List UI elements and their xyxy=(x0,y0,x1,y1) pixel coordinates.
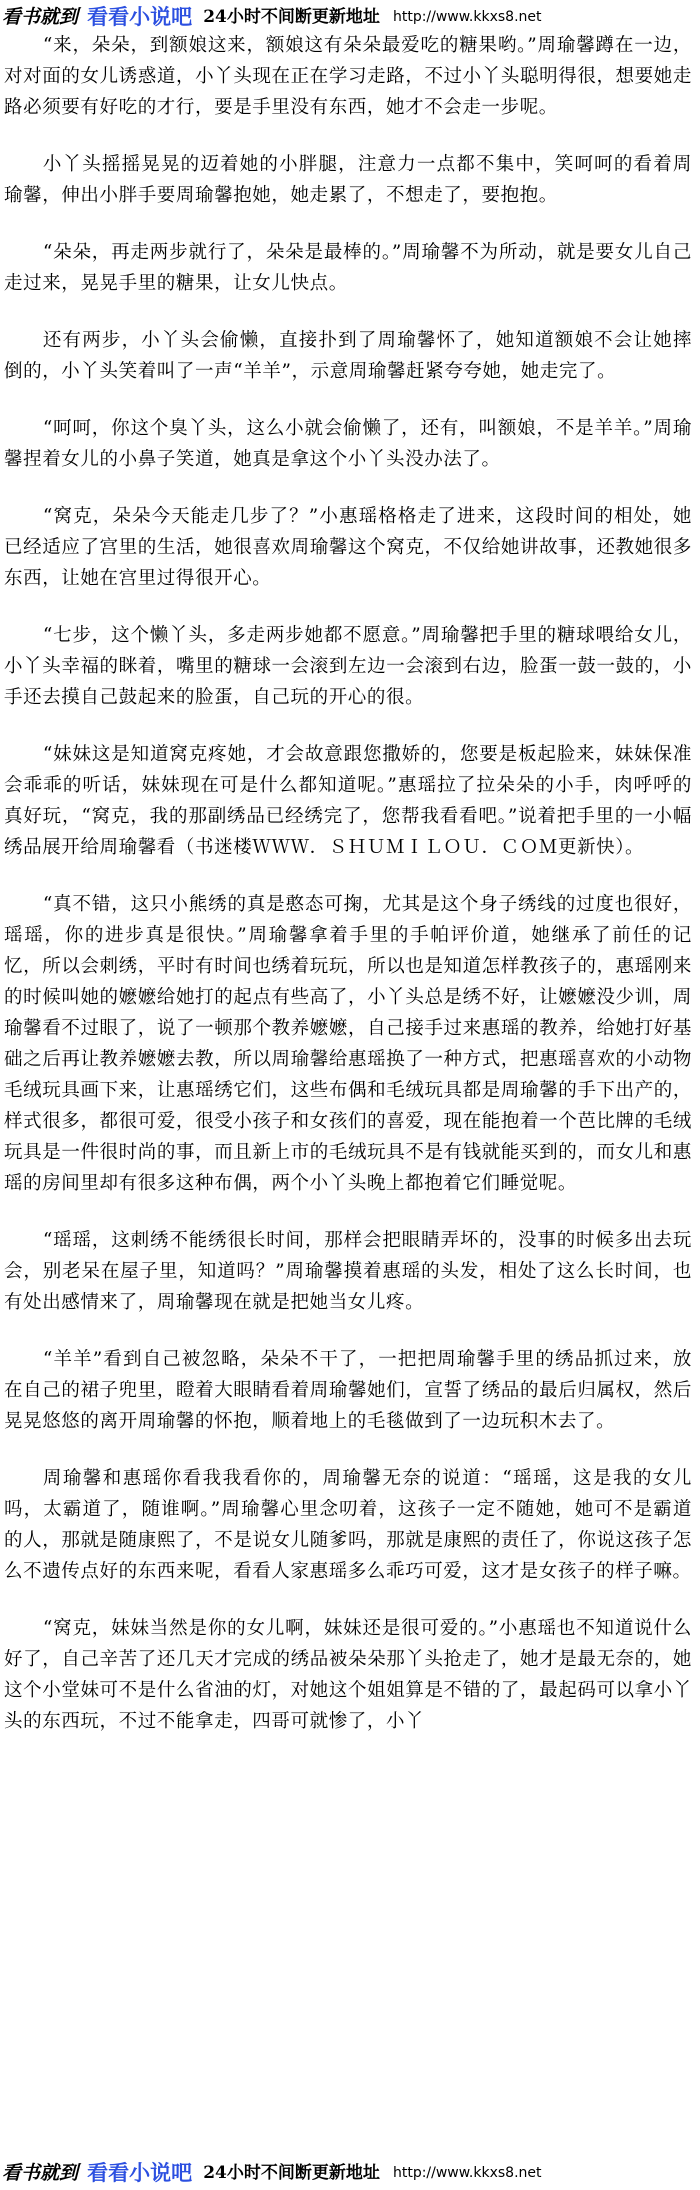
paragraph: 周瑜馨和惠瑶你看我我看你的，周瑜馨无奈的说道：“瑶瑶，这是我的女儿吗，太霸道了，随谁啊。”周瑜馨心里念叨着，这孩子一定不随她，她可不是霸道的人，那就是随康熙了，不是说女儿随爹吗，那就是康熙的责任了，你说这孩子怎么不遗传点好的东西来呢，看看人家惠瑶多么乖巧可爱，这才是女孩子的样子嘛。 xyxy=(4,1468,692,1582)
banner-prefix: 看书就到 xyxy=(2,2162,79,2184)
banner-tagline: 24小时不间断更新地址 xyxy=(203,7,380,27)
footer-banner xyxy=(0,2156,700,2190)
paragraph: “朵朵，再走两步就行了，朵朵是最棒的。”周瑜馨不为所动，就是要女儿自己走过来，晃晃手里的糖果，让女儿快点。 xyxy=(4,242,692,294)
banner-url-link[interactable]: http://www.kkxs8.net xyxy=(392,9,542,25)
paragraph: “窝克，朵朵今天能走几步了？”小惠瑶格格走了进来，这段时间的相处，她已经适应了宫里的生活，她很喜欢周瑜馨这个窝克，不仅给她讲故事，还教她很多东西，让她在宫里过得很开心。 xyxy=(4,506,692,589)
paragraph: “七步，这个懒丫头，多走两步她都不愿意。”周瑜馨把手里的糖球喂给女儿，小丫头幸福的眯着，嘴里的糖球一会滚到左边一会滚到右边，脸蛋一鼓一鼓的，小手还去摸自己鼓起来的脸蛋，自己玩的开心的很。 xyxy=(4,625,692,708)
header-banner xyxy=(0,0,700,34)
paragraph: “呵呵，你这个臭丫头，这么小就会偷懒了，还有，叫额娘，不是羊羊。”周瑜馨捏着女儿的小鼻子笑道，她真是拿这个小丫头没办法了。 xyxy=(4,418,692,470)
paragraph: “瑶瑶，这刺绣不能绣很长时间，那样会把眼睛弄坏的，没事的时候多出去玩会，别老呆在屋子里，知道吗？”周瑜馨摸着惠瑶的头发，相处了这么长时间，也有处出感情来了，周瑜馨现在就是把她当女儿疼。 xyxy=(4,1230,692,1313)
banner-tagline: 24小时不间断更新地址 xyxy=(203,2163,380,2183)
article-body xyxy=(4,30,692,1763)
paragraph: “羊羊”看到自己被忽略，朵朵不干了，一把把周瑜馨手里的绣品抓过来，放在自己的裙子兜里，瞪着大眼睛看着周瑜馨她们，宣誓了绣品的最后归属权，然后晃晃悠悠的离开周瑜馨的怀抱，顺着地上的毛毯做到了一边玩积木去了。 xyxy=(4,1349,692,1432)
paragraph: “妹妹这是知道窝克疼她，才会故意跟您撒娇的，您要是板起脸来，妹妹保准会乖乖的听话，妹妹现在可是什么都知道呢。”惠瑶拉了拉朵朵的小手，肉呼呼的真好玩，“窝克，我的那副绣品已经绣完了，您帮我看看吧。”说着把手里的一小幅绣品展开给周瑜馨看（书迷楼ＷＷＷ．ＳＨＵＭＩＬＯＵ．ＣＯＭ更新快）。 xyxy=(4,744,692,858)
paragraph: “真不错，这只小熊绣的真是憨态可掬，尤其是这个身子绣线的过度也很好，瑶瑶，你的进步真是很快。”周瑜馨拿着手里的手帕评价道，她继承了前任的记忆，所以会刺绣，平时有时间也绣着玩玩，所以也是知道怎样教孩子的，惠瑶刚来的时候叫她的嬷嬷给她打的起点有些高了，小丫头总是绣不好，让嬷嬷没少训，周瑜馨看不过眼了，说了一顿那个教养嬷嬷，自己接手过来惠瑶的教养，给她打好基础之后再让教养嬷嬷去教，所以周瑜馨给惠瑶换了一种方式，把惠瑶喜欢的小动物毛绒玩具画下来，让惠瑶绣它们，这些布偶和毛绒玩具都是周瑜馨的手下出产的，样式很多，都很可爱，很受小孩子和女孩们的喜爱，现在能抱着一个芭比牌的毛绒玩具是一件很时尚的事，而且新上市的毛绒玩具不是有钱就能买到的，而女儿和惠瑶的房间里却有很多这种布偶，两个小丫头晚上都抱着它们睡觉呢。 xyxy=(4,894,692,1194)
banner-site-link[interactable]: 看看小说吧 xyxy=(87,2160,193,2185)
paragraph: “窝克，妹妹当然是你的女儿啊，妹妹还是很可爱的。”小惠瑶也不知道说什么好了，自己辛苦了还几天才完成的绣品被朵朵那丫头抢走了，她才是最无奈的，她这个小堂妹可不是什么省油的灯，对她这个姐姐算是不错的了，最起码可以拿小丫头的东西玩，不过不能拿走，四哥可就惨了，小丫 xyxy=(4,1618,692,1732)
paragraph: 还有两步，小丫头会偷懒，直接扑到了周瑜馨怀了，她知道额娘不会让她摔倒的，小丫头笑着叫了一声“羊羊”，示意周瑜馨赶紧夸夸她，她走完了。 xyxy=(4,330,692,382)
banner-prefix: 看书就到 xyxy=(2,6,79,28)
banner-url-link[interactable]: http://www.kkxs8.net xyxy=(392,2165,542,2181)
paragraph: “来，朵朵，到额娘这来，额娘这有朵朵最爱吃的糖果哟。”周瑜馨蹲在一边，对对面的女儿诱惑道，小丫头现在正在学习走路，不过小丫头聪明得很，想要她走路必须要有好吃的才行，要是手里没有东西，她才不会走一步呢。 xyxy=(4,35,692,118)
banner-site-link[interactable]: 看看小说吧 xyxy=(87,4,193,29)
paragraph: 小丫头摇摇晃晃的迈着她的小胖腿，注意力一点都不集中，笑呵呵的看着周瑜馨，伸出小胖手要周瑜馨抱她，她走累了，不想走了，要抱抱。 xyxy=(4,154,692,206)
